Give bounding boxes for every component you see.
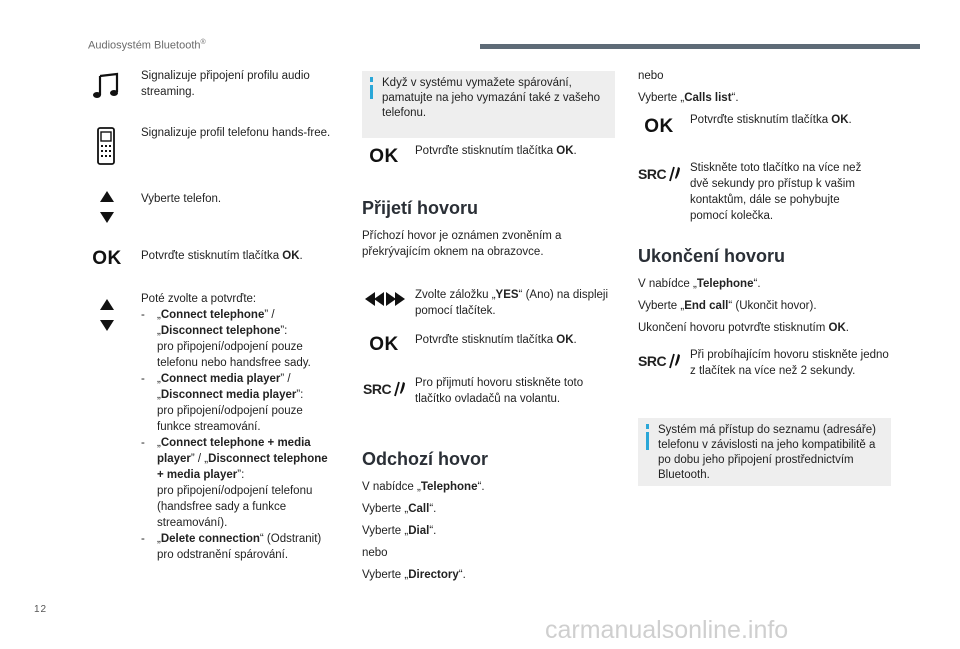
note-text: Systém má přístup do seznamu (adresáře) telefonu v závislosti na jeho kompatibilitě a po dobu jeho připojení prostřednictvím Bluetooth.	[658, 424, 876, 481]
outgoing-menu-text: V nabídce „Telephone“.	[362, 481, 485, 493]
select-dial-text: Vyberte „Dial“.	[362, 525, 437, 537]
end-menu-text: V nabídce „Telephone“.	[638, 278, 761, 290]
contacts-access-text: Stiskněte toto tlačítko na více než dvě sekundy pro přístup k vašim kontaktům, dále se pohybujte pomocí kolečka.	[690, 162, 862, 222]
handsfree-profile-text: Signalizuje profil telefonu hands-free.	[141, 127, 331, 139]
accept-call-text: Pro přijmutí hovoru stiskněte toto tlačítko ovladačů na volantu.	[415, 377, 584, 405]
select-end-call-text: Vyberte „End call“ (Ukončit hovor).	[638, 300, 817, 312]
up-down-arrows-icon	[98, 188, 116, 226]
ok-button-icon: OK	[92, 248, 122, 269]
src-phone-icon: SRC	[363, 378, 407, 400]
phone-icon	[94, 126, 118, 166]
ok-button-icon: OK	[644, 116, 674, 137]
src-phone-icon: SRC	[638, 163, 682, 185]
watermark: carmanualsonline.info	[545, 616, 789, 644]
info-icon	[370, 77, 373, 82]
ok-button-icon: OK	[369, 146, 399, 167]
select-directory-text: Vyberte „Directory“.	[362, 569, 466, 581]
confirm-ok-text: Potvrďte stisknutím tlačítka OK.	[141, 250, 303, 262]
choose-text: Poté zvolte a potvrďte:	[141, 293, 257, 305]
ongoing-call-text: Při probíhajícím hovoru stiskněte jedno z tlačítek na více než 2 sekundy.	[690, 349, 889, 377]
note-directory-access	[638, 418, 891, 486]
incoming-call-heading: Přijetí hovoru	[362, 198, 479, 218]
note-delete-pairing	[362, 71, 615, 138]
list-item: - „Delete connection“ (Odstranit) pro odstranění spárování.	[141, 533, 322, 561]
page-number: 12	[34, 604, 48, 615]
left-right-arrows-icon	[364, 290, 406, 308]
incoming-call-text: Příchozí hovor je oznámen zvoněním a překrývajícím oknem na obrazovce.	[362, 230, 562, 258]
list-item: - „Connect telephone + media player” / „Disconnect telephone + media player”: pro připojení/odpojení telefonu (handsfree sady a funkce streamování).	[141, 437, 328, 529]
select-phone-text: Vyberte telefon.	[141, 193, 222, 205]
end-call-heading: Ukončení hovoru	[638, 246, 786, 266]
confirm-ok-text: Potvrďte stisknutím tlačítka OK.	[415, 334, 577, 346]
ok-button-icon: OK	[369, 334, 399, 355]
confirm-ok-text: Potvrďte stisknutím tlačítka OK.	[415, 145, 577, 157]
music-note-icon	[90, 70, 122, 102]
confirm-ok-text: Potvrďte stisknutím tlačítka OK.	[690, 114, 852, 126]
up-down-arrows-icon	[98, 296, 116, 334]
note-text: Když v systému vymažete spárování, pamatujte na jeho vymazání také z vašeho telefonu.	[382, 77, 600, 119]
end-confirm-text: Ukončení hovoru potvrďte stisknutím OK.	[638, 322, 849, 334]
list-item: - „Connect telephone” / „Disconnect telephone”: pro připojení/odpojení pouze telefonu nebo handsfree sady.	[141, 309, 311, 369]
audio-profile-text: Signalizuje připojení profilu audio streaming.	[141, 70, 310, 98]
select-yes-text: Zvolte záložku „YES“ (Ano) na displeji pomocí tlačítek.	[415, 289, 609, 317]
header-bar	[480, 44, 920, 49]
or-text: nebo	[362, 547, 388, 559]
src-phone-icon: SRC	[638, 350, 682, 372]
connection-options	[141, 291, 331, 563]
list-item: - „Connect media player” / „Disconnect media player”: pro připojení/odpojení pouze funkce streamování.	[141, 373, 304, 433]
outgoing-call-heading: Odchozí hovor	[362, 449, 488, 469]
header-title: Audiosystém Bluetooth®	[88, 39, 206, 52]
or-text: nebo	[638, 70, 664, 82]
options-list	[141, 307, 331, 563]
select-calls-list-text: Vyberte „Calls list“.	[638, 92, 739, 104]
select-call-text: Vyberte „Call“.	[362, 503, 437, 515]
info-icon	[646, 424, 649, 429]
